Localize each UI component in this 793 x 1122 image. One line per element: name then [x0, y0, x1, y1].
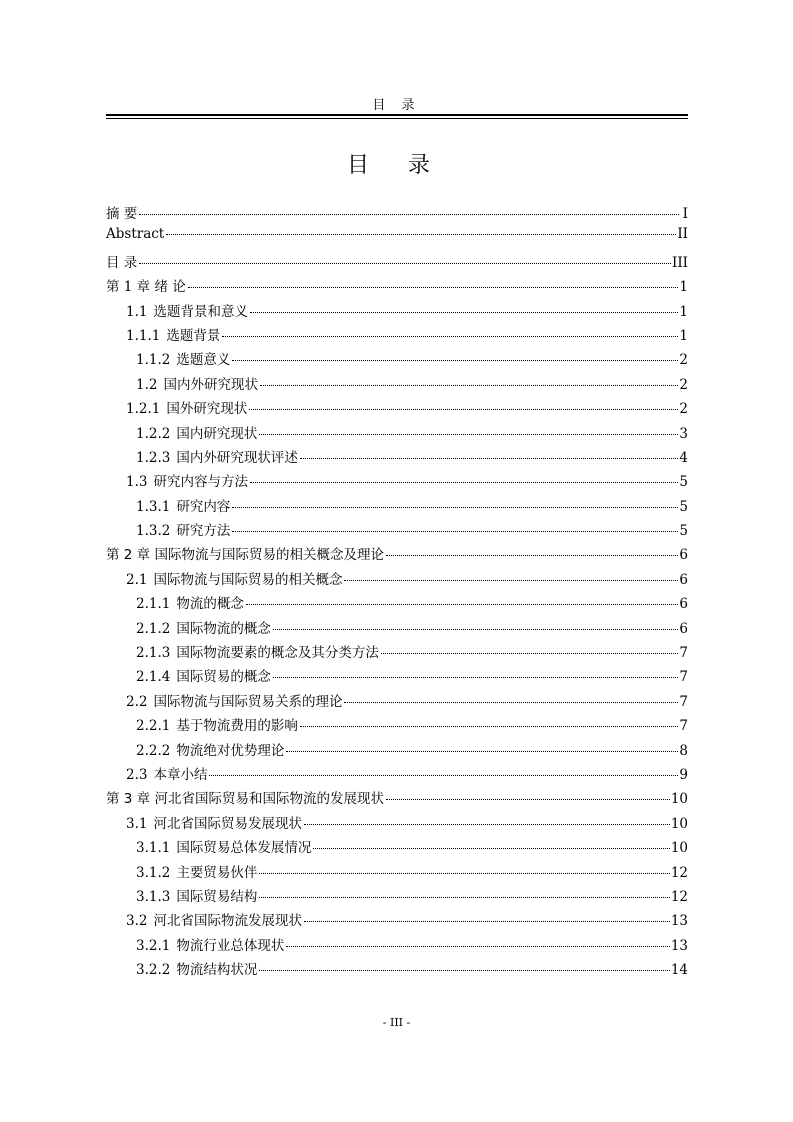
page-title: 目 录	[347, 153, 446, 178]
toc-entry-page: 6	[679, 596, 688, 613]
toc-dot-leader	[259, 434, 678, 435]
toc-entry-title: 国外研究现状	[166, 401, 248, 418]
toc-entry-page: 5	[679, 474, 688, 491]
toc-entry-page: 14	[670, 962, 688, 979]
toc-entry[interactable]	[106, 861, 688, 885]
toc-entry-title: 选题背景	[166, 327, 221, 344]
toc-entry-number: 2.2.1	[136, 718, 171, 735]
table-of-contents	[106, 202, 688, 983]
toc-entry-page: 1	[679, 327, 688, 344]
toc-entry-title: 第 3 章 河北省国际贸易和国际物流的发展现状	[106, 791, 384, 808]
toc-entry[interactable]	[106, 324, 688, 348]
toc-entry[interactable]	[106, 446, 688, 470]
toc-entry-page: 12	[670, 888, 688, 905]
toc-dot-leader	[259, 897, 669, 898]
toc-entry-title: 国际贸易的概念	[176, 669, 271, 686]
toc-entry-title: 物流结构状况	[176, 962, 258, 979]
toc-entry[interactable]	[106, 422, 688, 446]
toc-entry[interactable]	[106, 397, 688, 421]
toc-dot-leader	[232, 531, 678, 532]
toc-dot-leader	[260, 385, 678, 386]
toc-entry-page: 2	[679, 401, 688, 418]
toc-entry-page: 1	[679, 303, 688, 320]
toc-entry-number: 1.1.2	[136, 352, 171, 369]
toc-entry[interactable]	[106, 714, 688, 738]
toc-entry-page: 4	[679, 449, 688, 466]
toc-entry-number: 2.2	[126, 693, 148, 710]
toc-entry-number: 2.1.2	[136, 620, 171, 637]
toc-entry-page: 6	[679, 571, 688, 588]
toc-entry-title: 基于物流费用的影响	[176, 718, 298, 735]
toc-entry-title: 选题背景和意义	[153, 303, 248, 320]
toc-entry-title: 目 录	[106, 254, 138, 271]
toc-entry-number: 2.1.3	[136, 645, 171, 662]
header-rule-thick	[106, 114, 688, 116]
toc-entry-number: 1.2.3	[136, 449, 171, 466]
running-header: 目 录	[372, 98, 421, 113]
toc-entry-number: 3.1	[126, 815, 148, 832]
header-rule-thin	[106, 118, 688, 119]
toc-entry-page: 3	[679, 425, 688, 442]
toc-entry[interactable]	[106, 226, 688, 250]
toc-entry-number: 1.1.1	[126, 327, 161, 344]
toc-entry-page: 6	[679, 620, 688, 637]
toc-entry-page: 13	[670, 937, 688, 954]
toc-entry-page: 5	[679, 498, 688, 515]
toc-entry[interactable]	[106, 763, 688, 787]
toc-dot-leader	[249, 409, 678, 410]
toc-entry-page: III	[672, 254, 688, 271]
toc-entry-title: 摘 要	[106, 206, 138, 222]
toc-entry[interactable]	[106, 202, 688, 226]
toc-entry[interactable]	[106, 885, 688, 909]
toc-entry-number: 3.2.2	[136, 962, 171, 979]
toc-entry-page: 10	[670, 815, 688, 832]
toc-entry[interactable]	[106, 543, 688, 567]
toc-entry[interactable]	[106, 348, 688, 372]
toc-dot-leader	[344, 702, 678, 703]
toc-entry-page: 13	[670, 913, 688, 930]
toc-entry[interactable]	[106, 812, 688, 836]
toc-entry-page: 7	[679, 669, 688, 686]
toc-entry[interactable]	[106, 373, 688, 397]
toc-entry-title: 国际物流的概念	[176, 620, 271, 637]
toc-entry-title: 研究内容	[176, 498, 231, 515]
toc-entry-title: 物流绝对优势理论	[176, 742, 285, 759]
toc-entry-title: 国内外研究现状	[163, 376, 258, 393]
toc-entry-number: 3.1.1	[136, 840, 171, 857]
toc-entry[interactable]	[106, 495, 688, 519]
toc-dot-leader	[300, 726, 679, 727]
page-number: - III -	[382, 1016, 411, 1029]
toc-entry-number: 1.3	[126, 474, 148, 491]
toc-entry-number: 2.1.4	[136, 669, 171, 686]
toc-entry-title: 国际物流与国际贸易的相关概念	[153, 571, 343, 588]
toc-entry-page: 1	[679, 279, 688, 296]
toc-dot-leader	[300, 458, 679, 459]
toc-entry-title: 第 2 章 国际物流与国际贸易的相关概念及理论	[106, 547, 384, 564]
toc-dot-leader	[222, 336, 678, 337]
toc-dot-leader	[286, 946, 669, 947]
toc-dot-leader	[259, 970, 669, 971]
toc-entry-page: 5	[679, 523, 688, 540]
toc-entry[interactable]	[106, 836, 688, 860]
toc-dot-leader	[259, 873, 669, 874]
toc-entry[interactable]	[106, 958, 688, 982]
toc-dot-leader	[188, 287, 679, 288]
toc-entry-page: 2	[679, 376, 688, 393]
toc-entry-title: 本章小结	[153, 766, 208, 783]
toc-dot-leader	[250, 482, 678, 483]
toc-entry-title: 国际物流与国际贸易关系的理论	[153, 693, 343, 710]
toc-entry[interactable]	[106, 470, 688, 494]
toc-entry-title: 国内外研究现状评述	[176, 449, 298, 466]
toc-entry[interactable]	[106, 641, 688, 665]
toc-entry-number: 1.1	[126, 303, 148, 320]
toc-entry-number: 1.2.1	[126, 401, 161, 418]
toc-dot-leader	[250, 312, 678, 313]
toc-entry-title: 国际贸易总体发展情况	[176, 840, 312, 857]
toc-entry[interactable]	[106, 300, 688, 324]
toc-dot-leader	[232, 360, 678, 361]
toc-entry-page: 10	[670, 840, 688, 857]
toc-entry-title: 河北省国际贸易发展现状	[153, 815, 302, 832]
toc-entry-number: 1.2.2	[136, 425, 171, 442]
toc-entry[interactable]	[106, 739, 688, 763]
toc-entry-number: 3.2.1	[136, 937, 171, 954]
toc-dot-leader	[304, 824, 670, 825]
toc-entry-title: Abstract	[106, 226, 165, 243]
toc-entry-title: 国际贸易结构	[176, 888, 258, 905]
toc-dot-leader	[344, 580, 678, 581]
toc-entry-page: 10	[670, 791, 688, 808]
toc-dot-leader	[166, 234, 676, 235]
toc-entry-number: 3.1.3	[136, 888, 171, 905]
toc-entry-title: 研究方法	[176, 523, 231, 540]
toc-entry[interactable]	[106, 665, 688, 689]
toc-dot-leader	[246, 604, 679, 605]
toc-dot-leader	[273, 677, 679, 678]
toc-entry-number: 1.3.1	[136, 498, 171, 515]
toc-entry-number: 2.3	[126, 766, 148, 783]
toc-entry-page: 9	[679, 766, 688, 783]
toc-entry-page: 7	[679, 718, 688, 735]
toc-dot-leader	[313, 848, 669, 849]
toc-entry-title: 物流的概念	[176, 596, 244, 613]
toc-entry-number: 3.2	[126, 913, 148, 930]
toc-entry-title: 河北省国际物流发展现状	[153, 913, 302, 930]
toc-entry-title: 主要贸易伙伴	[176, 864, 258, 881]
toc-entry-number: 1.3.2	[136, 523, 171, 540]
toc-entry[interactable]	[106, 592, 688, 616]
toc-entry-number: 2.1.1	[136, 596, 171, 613]
toc-dot-leader	[209, 775, 678, 776]
toc-entry-title: 选题意义	[176, 352, 231, 369]
toc-entry[interactable]	[106, 251, 688, 275]
toc-dot-leader	[386, 799, 670, 800]
toc-entry[interactable]	[106, 787, 688, 811]
toc-entry-number: 1.2	[136, 376, 158, 393]
toc-dot-leader	[381, 653, 679, 654]
toc-entry-page: II	[677, 226, 688, 243]
toc-entry[interactable]	[106, 690, 688, 714]
toc-entry[interactable]	[106, 275, 688, 299]
toc-entry-number: 3.1.2	[136, 864, 171, 881]
toc-entry-number: 2.1	[126, 571, 148, 588]
toc-entry-page: 7	[679, 645, 688, 662]
toc-dot-leader	[232, 507, 678, 508]
toc-dot-leader	[304, 921, 670, 922]
toc-entry-number: 2.2.2	[136, 742, 171, 759]
toc-dot-leader	[139, 263, 671, 264]
toc-dot-leader	[386, 555, 678, 556]
toc-entry-page: I	[682, 206, 688, 222]
toc-entry-page: 6	[679, 547, 688, 564]
toc-entry[interactable]	[106, 519, 688, 543]
toc-entry-title: 研究内容与方法	[153, 474, 248, 491]
toc-entry-page: 12	[670, 864, 688, 881]
toc-entry-title: 物流行业总体现状	[176, 937, 285, 954]
toc-entry-page: 8	[679, 742, 688, 759]
toc-entry[interactable]	[106, 568, 688, 592]
toc-entry-page: 2	[679, 352, 688, 369]
toc-entry[interactable]	[106, 617, 688, 641]
toc-dot-leader	[273, 629, 679, 630]
toc-entry[interactable]	[106, 934, 688, 958]
toc-dot-leader	[286, 751, 678, 752]
toc-entry-title: 第 1 章 绪 论	[106, 279, 186, 296]
toc-entry-title: 国内研究现状	[176, 425, 258, 442]
toc-dot-leader	[139, 214, 679, 215]
toc-entry[interactable]	[106, 909, 688, 933]
toc-entry-page: 7	[679, 693, 688, 710]
toc-entry-title: 国际物流要素的概念及其分类方法	[176, 645, 379, 662]
